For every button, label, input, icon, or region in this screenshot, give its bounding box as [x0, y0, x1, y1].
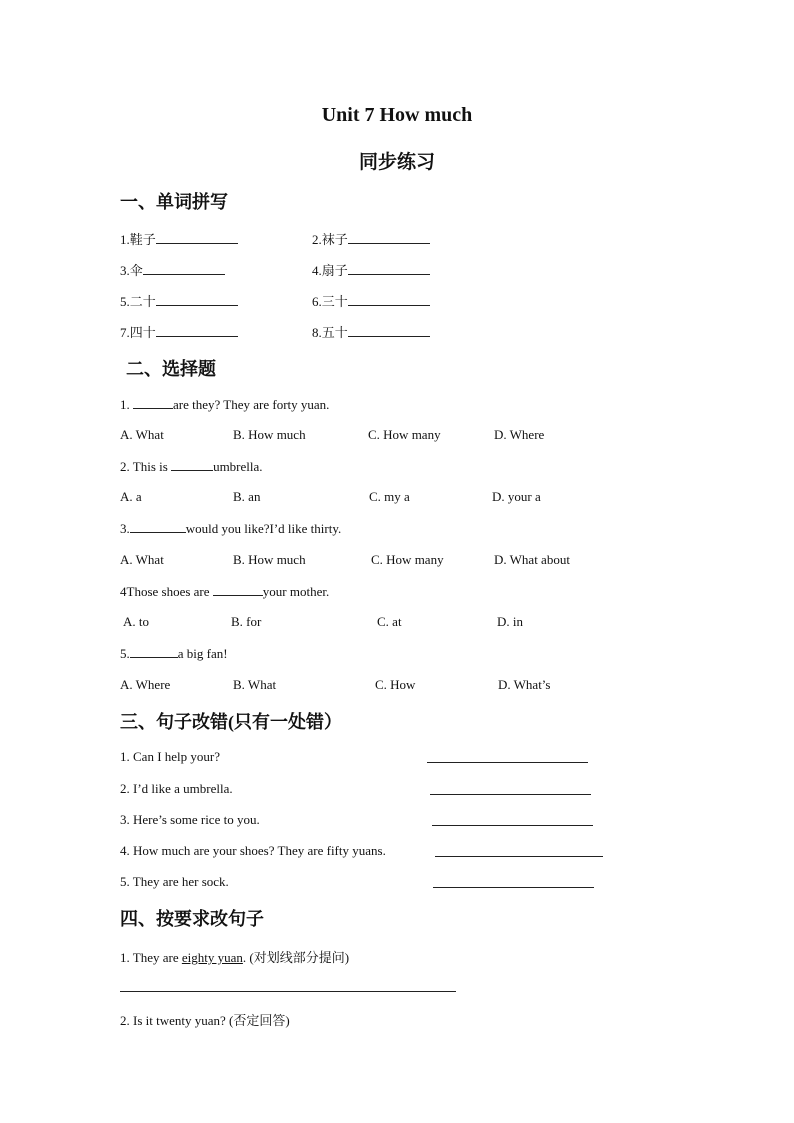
spelling-item: 8.五十 [312, 322, 430, 341]
spelling-item: 6.三十 [312, 291, 430, 310]
correction-sentence: 5. They are her sock. [120, 874, 229, 889]
page-title: Unit 7 How much [321, 104, 473, 126]
spelling-item: 7.四十 [120, 322, 238, 341]
choice-option: C. How [375, 677, 416, 692]
answer-line [432, 825, 593, 826]
choice-option: A. What [120, 427, 164, 442]
choice-option: A. Where [120, 677, 171, 692]
choice-option: C. How many [371, 552, 444, 567]
choice-option: A. to [123, 614, 149, 629]
choice-option: B. an [233, 489, 261, 504]
choice-option: C. at [377, 614, 402, 629]
section-heading-choice: 二、选择题 [126, 359, 216, 379]
choice-question: 2. This is umbrella. [120, 459, 263, 474]
choice-option: B. How much [233, 427, 306, 442]
choice-option: A. What [120, 552, 164, 567]
choice-question: 4Those shoes are your mother. [120, 584, 330, 599]
correction-sentence: 3. Here’s some rice to you. [120, 812, 260, 827]
page-subtitle: 同步练习 [358, 152, 435, 173]
correction-sentence: 2. I’d like a umbrella. [120, 781, 233, 796]
answer-line [433, 887, 594, 888]
rewrite-question: 1. They are eighty yuan. (对划线部分提问) [120, 950, 350, 965]
choice-question: 1. are they? They are forty yuan. [120, 397, 330, 412]
correction-sentence: 1. Can I help your? [120, 749, 221, 764]
choice-option: C. How many [368, 427, 441, 442]
choice-option: D. What’s [498, 677, 551, 692]
spelling-item: 5.二十 [120, 291, 238, 310]
choice-question: 5. a big fan! [120, 646, 228, 661]
spelling-item: 1.鞋子 [120, 229, 238, 248]
section-heading-spelling: 一、单词拼写 [120, 192, 228, 212]
choice-option: D. What about [494, 552, 570, 567]
spelling-item: 4.扇子 [312, 260, 430, 279]
answer-line [435, 856, 603, 857]
section-heading-correction: 三、句子改错(只有一处错） [120, 712, 342, 732]
choice-option: A. a [120, 489, 142, 504]
answer-line [427, 762, 588, 763]
choice-option: D. Where [494, 427, 545, 442]
choice-question: 3. would you like?I’d like thirty. [120, 521, 342, 536]
section-heading-rewrite: 四、按要求改句子 [120, 909, 264, 929]
spelling-item: 3.伞 [120, 260, 225, 279]
choice-option: D. in [497, 614, 523, 629]
rewrite-question: 2. Is it twenty yuan? (否定回答) [120, 1013, 290, 1028]
correction-sentence: 4. How much are your shoes? They are fifty yuans. [120, 843, 386, 858]
choice-option: B. for [231, 614, 262, 629]
choice-option: B. What [233, 677, 277, 692]
choice-option: C. my a [369, 489, 410, 504]
spelling-item: 2.袜子 [312, 229, 430, 248]
choice-option: B. How much [233, 552, 306, 567]
answer-line [120, 991, 456, 992]
answer-line [430, 794, 591, 795]
choice-option: D. your a [492, 489, 541, 504]
